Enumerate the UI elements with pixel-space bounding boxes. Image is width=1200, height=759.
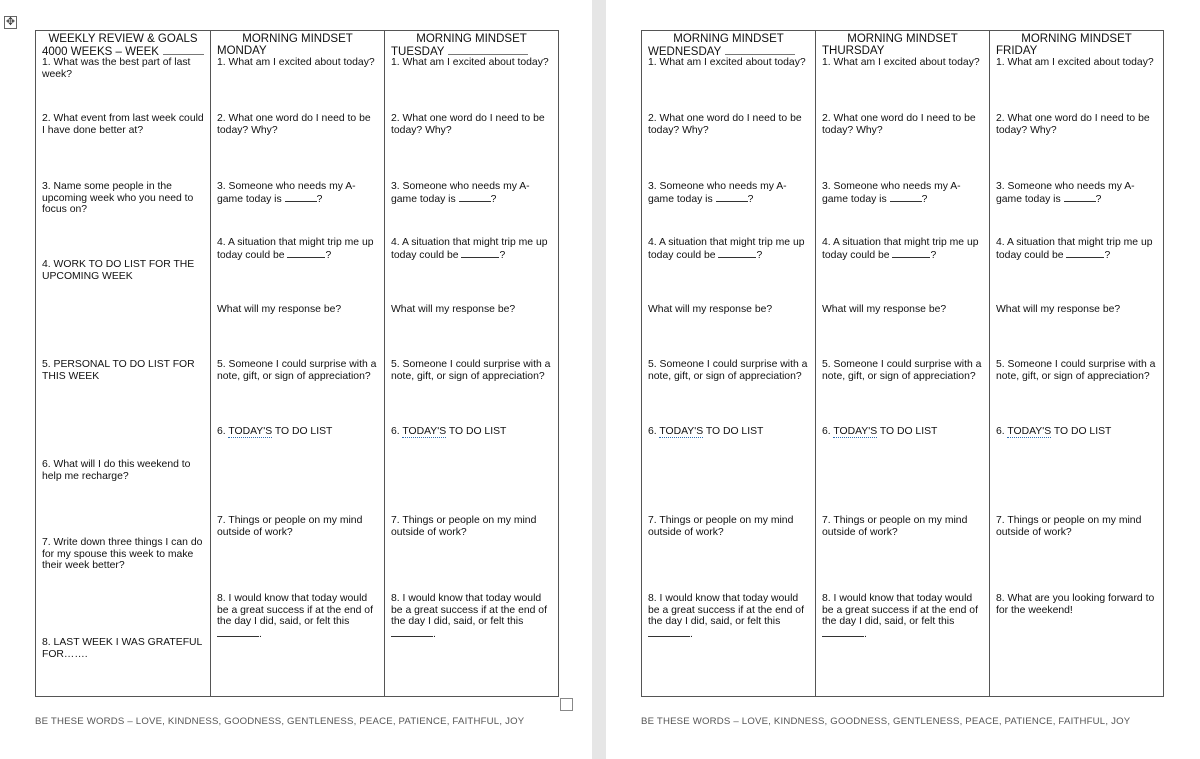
mindset-q1: 1. What am I excited about today?: [217, 57, 375, 68]
review-q8: 8. LAST WEEK I WAS GRATEFUL FOR…….: [42, 637, 202, 660]
mindset-q7: 7. Things or people on my mind outside of work?: [822, 515, 968, 538]
mindset-header: MORNING MINDSET: [847, 33, 958, 45]
mindset-q5: 5. Someone I could surprise with a note, gift, or sign of appreciation?: [217, 359, 377, 382]
mindset-q1: 1. What am I excited about today?: [391, 57, 549, 68]
mindset-q2: 2. What one word do I need to be today? Why?: [391, 113, 545, 136]
mindset-header: MORNING MINDSET: [673, 33, 784, 45]
mindset-q7: 7. Things or people on my mind outside of work?: [217, 515, 363, 538]
mindset-q8: 8. I would know that today would be a great success if at the end of the day I did, said, or felt this .: [391, 593, 547, 640]
day-column-friday: [990, 31, 1163, 696]
mindset-q2: 2. What one word do I need to be today? Why?: [217, 113, 371, 136]
review-q4: 4. WORK TO DO LIST FOR THE UPCOMING WEEK: [42, 259, 195, 282]
mindset-response: What will my response be?: [648, 304, 773, 315]
weeks-count-label: 4000 WEEKS – WEEK: [42, 45, 204, 58]
day-name: MONDAY: [217, 45, 307, 57]
day-column-monday: [211, 31, 385, 696]
review-q2: 2. What event from last week could I have done better at?: [42, 113, 204, 136]
mindset-response: What will my response be?: [996, 304, 1121, 315]
day-column-tuesday: [385, 31, 558, 696]
day-name: TUESDAY: [391, 46, 445, 58]
mindset-q8: 8. I would know that today would be a great success if at the end of the day I did, said, or felt this .: [822, 593, 978, 640]
footer-text: BE THESE WORDS – LOVE, KINDNESS, GOODNESS, GENTLENESS, PEACE, PATIENCE, FAITHFUL, JOY: [641, 716, 1131, 727]
weekly-table-page-1: [35, 30, 559, 697]
mindset-q6: 6. TODAY'S TO DO LIST: [996, 426, 1112, 437]
mindset-q4: 4. A situation that might trip me up today could be ?: [996, 237, 1153, 261]
review-q5: 5. PERSONAL TO DO LIST FOR THIS WEEK: [42, 359, 195, 382]
table-move-handle-icon[interactable]: ✥: [5, 16, 16, 28]
mindset-q4: 4. A situation that might trip me up today could be ?: [822, 237, 979, 261]
mindset-header: MORNING MINDSET: [242, 33, 353, 45]
weekly-review-column: [36, 31, 211, 696]
mindset-q8-friday: 8. What are you looking forward to for the weekend!: [996, 593, 1155, 616]
mindset-q4: 4. A situation that might trip me up today could be ?: [648, 237, 805, 261]
mindset-q5: 5. Someone I could surprise with a note, gift, or sign of appreciation?: [391, 359, 551, 382]
day-column-thursday: [816, 31, 990, 696]
mindset-q3: 3. Someone who needs my A-game today is ?: [648, 181, 787, 205]
day-name: FRIDAY: [996, 45, 1147, 57]
day-name: WEDNESDAY: [648, 46, 722, 58]
mindset-response: What will my response be?: [391, 304, 516, 315]
mindset-q6: 6. TODAY'S TO DO LIST: [391, 426, 507, 437]
mindset-q5: 5. Someone I could surprise with a note, gift, or sign of appreciation?: [648, 359, 808, 382]
mindset-q4: 4. A situation that might trip me up today could be ?: [217, 237, 374, 261]
mindset-q3: 3. Someone who needs my A-game today is ?: [822, 181, 961, 205]
table-resize-handle[interactable]: [560, 698, 573, 711]
mindset-q1: 1. What am I excited about today?: [648, 57, 806, 68]
weekly-table-page-2: [641, 30, 1164, 697]
mindset-header: MORNING MINDSET: [416, 33, 527, 45]
day-label: [217, 45, 378, 57]
mindset-q7: 7. Things or people on my mind outside of work?: [391, 515, 537, 538]
mindset-q2: 2. What one word do I need to be today? Why?: [822, 113, 976, 136]
day-label: [822, 45, 983, 57]
review-q7: 7. Write down three things I can do for my spouse this week to make their week better?: [42, 537, 203, 571]
mindset-q8: 8. I would know that today would be a great success if at the end of the day I did, said, or felt this .: [648, 593, 804, 640]
mindset-q6: 6. TODAY'S TO DO LIST: [217, 426, 333, 437]
day-column-wednesday: [642, 31, 816, 696]
mindset-q3: 3. Someone who needs my A-game today is ?: [217, 181, 356, 205]
mindset-q5: 5. Someone I could surprise with a note, gift, or sign of appreciation?: [822, 359, 982, 382]
weekly-review-title: WEEKLY REVIEW & GOALS: [48, 33, 198, 45]
mindset-q7: 7. Things or people on my mind outside of work?: [648, 515, 794, 538]
mindset-q5: 5. Someone I could surprise with a note, gift, or sign of appreciation?: [996, 359, 1156, 382]
mindset-q3: 3. Someone who needs my A-game today is ?: [391, 181, 530, 205]
mindset-q6: 6. TODAY'S TO DO LIST: [822, 426, 938, 437]
mindset-q2: 2. What one word do I need to be today? Why?: [648, 113, 802, 136]
mindset-header: MORNING MINDSET: [1021, 33, 1132, 45]
mindset-q1: 1. What am I excited about today?: [996, 57, 1154, 68]
mindset-q1: 1. What am I excited about today?: [822, 57, 980, 68]
mindset-q8: 8. I would know that today would be a great success if at the end of the day I did, said, or felt this .: [217, 593, 373, 640]
day-name: THURSDAY: [822, 45, 979, 57]
mindset-q3: 3. Someone who needs my A-game today is ?: [996, 181, 1135, 205]
mindset-q6: 6. TODAY'S TO DO LIST: [648, 426, 764, 437]
mindset-response: What will my response be?: [217, 304, 342, 315]
review-q3: 3. Name some people in the upcoming week who you need to focus on?: [42, 181, 194, 215]
mindset-q2: 2. What one word do I need to be today? Why?: [996, 113, 1150, 136]
day-label: [996, 45, 1157, 57]
review-q6: 6. What will I do this weekend to help me recharge?: [42, 459, 191, 482]
page-2: [606, 0, 1200, 759]
page-1: [0, 0, 592, 759]
mindset-response: What will my response be?: [822, 304, 947, 315]
footer-text: BE THESE WORDS – LOVE, KINDNESS, GOODNESS, GENTLENESS, PEACE, PATIENCE, FAITHFUL, JOY: [35, 716, 525, 727]
mindset-q4: 4. A situation that might trip me up today could be ?: [391, 237, 548, 261]
review-q1: 1. What was the best part of last week?: [42, 57, 191, 80]
mindset-q7: 7. Things or people on my mind outside of work?: [996, 515, 1142, 538]
